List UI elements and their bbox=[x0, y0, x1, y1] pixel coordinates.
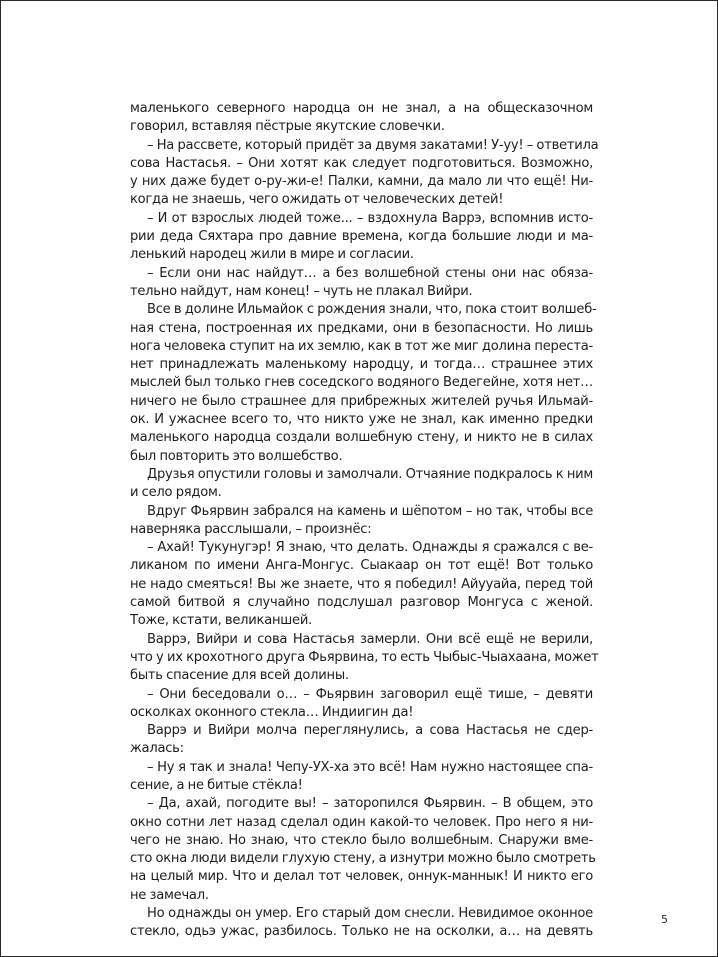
text-line: – Да, ахай, погодите вы! – заторопился Фьярвин. – В общем, это bbox=[147, 796, 593, 812]
text-line: ок. И ужаснее всего то, что никто уже не знал, как именно предки bbox=[130, 412, 593, 428]
text-line: Варрэ, Вийри и сова Настасья замерли. Они всё ещё не верили, bbox=[147, 631, 593, 647]
text-line: ничего не было страшнее для прибрежных жителей ручья Ильмай- bbox=[130, 393, 593, 409]
page-number: 5 bbox=[661, 913, 668, 926]
text-line: осколках оконного стекла… Индиигин да! bbox=[130, 704, 414, 720]
text-line: чего не знаю. Но знаю, что стекло было волшебным. Снаружи вме- bbox=[130, 832, 593, 848]
text-line: нога человека ступит на их землю, как в тот же миг долина переста- bbox=[130, 338, 593, 354]
text-line: – На рассвете, который придёт за двумя закатами! У-уу! – ответила bbox=[147, 137, 599, 153]
text-line: сова Настасья. – Они хотят как следует подготовиться. Возможно, bbox=[130, 155, 593, 171]
text-line: ленький народец жили в мире и согласии. bbox=[130, 247, 414, 263]
text-line: – Если они нас найдут… а без волшебной стены они нас обяза- bbox=[147, 265, 593, 281]
text-line: говорил, вставляя пёстрые якутские словечки. bbox=[130, 119, 445, 135]
text-line: самой битвой я случайно подслушал разговор Монгуса с женой. bbox=[130, 595, 593, 611]
text-line: – Ну я так и знала! Чепу-УХ-ха это всё! Нам нужно настоящее спа- bbox=[147, 759, 593, 775]
text-line: у них даже будет о-ру-жи-е! Палки, камни, да мало ли что ещё! Ни- bbox=[130, 174, 593, 190]
text-line: сто окна люди видели глухую стену, а изнутри можно было смотреть bbox=[130, 851, 596, 867]
text-line: ликаном по имени Анга-Монгус. Сыакаар он тот ещё! Вот только bbox=[130, 558, 593, 574]
text-line: был повторить это волшебство. bbox=[130, 448, 343, 464]
text-line: – Они беседовали о… – Фьярвин заговорил ещё тише, – девяти bbox=[147, 686, 593, 702]
text-line: маленького северного народца он не знал, а на общесказочном bbox=[130, 101, 593, 116]
text-line: – И от взрослых людей тоже... – вздохнула Варрэ, вспомнив исто- bbox=[147, 210, 593, 226]
text-line: маленького народца создали волшебную стену, и никто не в силах bbox=[130, 430, 593, 446]
text-line: – Ахай! Тукунугэр! Я знаю, что делать. Однажды я сражался с ве- bbox=[147, 540, 593, 556]
text-line: Вдруг Фьярвин забрался на камень и шёпотом – но так, чтобы все bbox=[147, 503, 593, 519]
text-line: наверняка расслышали, – произнёс: bbox=[130, 521, 372, 537]
text-line: рии деда Сяхтара про давние времена, когда большие люди и ма- bbox=[130, 229, 593, 245]
text-line: тельно найдут, нам конец! – чуть не плакал Вийри. bbox=[130, 283, 473, 299]
text-line: на целый мир. Что и делал тот человек, оннук-маннык! И никто его bbox=[130, 869, 593, 885]
text-line: стекло, одьэ ужас, разбилось. Только не на осколки, а… на девять bbox=[130, 924, 593, 940]
text-line: Тоже, кстати, великаншей. bbox=[130, 613, 313, 629]
text-line: окно сотни лет назад сделал один какой-то человек. Про него я ни- bbox=[130, 814, 593, 830]
body-text bbox=[130, 100, 599, 942]
text-line: не замечал. bbox=[130, 887, 209, 903]
text-line: Но однажды он умер. Его старый дом снесли. Невидимое оконное bbox=[147, 906, 593, 922]
text-line: сение, а не битые стёкла! bbox=[130, 777, 303, 793]
text-line: быть спасение для всей долины. bbox=[130, 668, 349, 684]
text-line: когда не знаешь, чего ожидать от человеческих детей! bbox=[130, 192, 504, 208]
text-line: не надо смеяться! Вы же знаете, что я победил! Айууайа, перед той bbox=[130, 576, 593, 592]
text-line: и село рядом. bbox=[130, 485, 222, 501]
text-line: жалась: bbox=[130, 741, 184, 757]
text-line: Друзья опустили головы и замолчали. Отчаяние подкралось к ним bbox=[147, 466, 594, 482]
text-line: Варрэ и Вийри молча переглянулись, а сова Настасья не сдер- bbox=[147, 723, 593, 739]
text-line: что у их крохотного друга Фьярвина, то есть Чыбыс-Чыахаана, может bbox=[130, 649, 599, 665]
text-line: нет принадлежать маленькому народцу, и тогда… страшнее этих bbox=[130, 357, 593, 373]
text-line: Все в долине Ильмайок с рождения знали, что, пока стоит волшеб- bbox=[147, 302, 597, 318]
text-line: ная стена, построенная их предками, они в безопасности. Но лишь bbox=[130, 320, 593, 336]
text-line: мыслей был только гнев соседского водяного Ведегейне, хотя нет… bbox=[130, 375, 593, 391]
